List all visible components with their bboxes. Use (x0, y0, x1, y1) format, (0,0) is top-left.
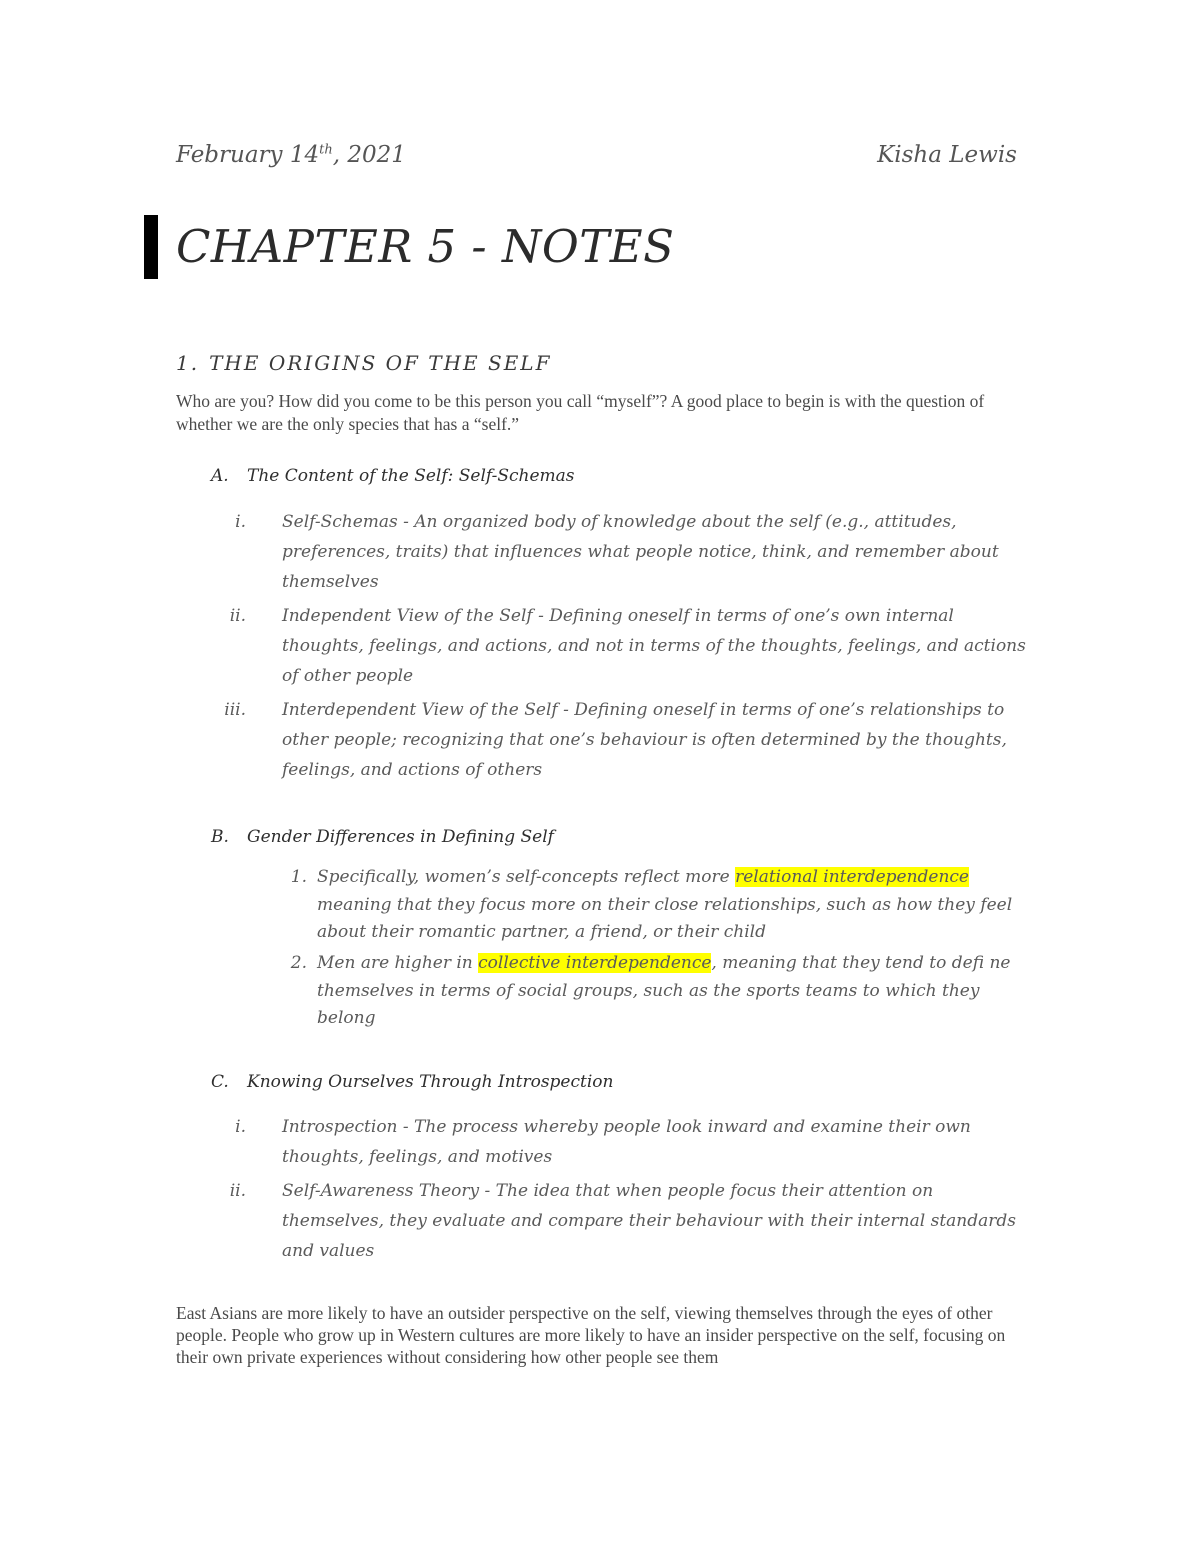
list-item: 1. Specifically, women’s self-concepts reflect more relational interdependence meaning that they focus more on their close relationships, such as how they feel about their romantic partner, a friend, or their child (290, 867, 1013, 942)
list-item: 2. Men are higher in collective interdependence, meaning that they tend to defi ne themselves in terms of social groups, such as the sports teams to which they belong (290, 953, 1011, 1028)
section-heading: 1. THE ORIGINS OF THE SELF (176, 351, 552, 375)
subsection-c-heading: C. Knowing Ourselves Through Introspection (211, 1072, 614, 1092)
section-intro: Who are you? How did you come to be this person you call “myself”? A good place to begin is with the question of whether we are the only species that has a “self.” (176, 391, 985, 434)
title-accent-bar (144, 215, 158, 279)
document-page: February 14th, 2021 Kisha Lewis CHAPTER 5 - NOTES 1. THE ORIGINS OF THE SELF Who are you? How did you come to be this person you call “myself”? A good place to begin is with the question of whether we are the only species that has a “self.” A. The Content of the Self: Self-Schemas i. Self-Schemas - An organized body of knowledge about the self (e.g., attitudes, preferences, traits) that influences what people notice, think, and remember about themselves ii. Independent View of the Self - Defining oneself in terms of one’s own internal thoughts, feelings, and actions, and not in terms of the thoughts, feelings, and actions of other people iii. Interdependent View of the Self - Defining oneself in terms of one’s relationships to other people; recognizing that one’s behaviour is often determined by the thoughts, feelings, and actions of others B. Gender Differences in Defining Self 1. Specifically, women’s self-concepts reflect more relational interdependence meaning that they focus more on their close relationships, such as how they feel about their romantic partner, a friend, or their child 2. Men are higher in collective interdependence, meaning that they tend to defi ne themselves in terms of social groups, such as the sports teams to which they belong C. Knowing Ourselves Through Introspection i. Introspection - The process whereby people look inward and examine their own thoughts, feelings, and motives ii. Self-Awareness Theory - The idea that when people focus their attention on themselves, they evaluate and compare their behaviour with their internal standards and values East Asians are more likely to have an outsider perspective on the self, viewing themselves through the eyes of other people. People who grow up in Western cultures are more likely to have an insider perspective on the self, focusing on their own private experiences without considering how other people see them (0, 0, 1200, 1553)
closing-paragraph: East Asians are more likely to have an outsider perspective on the self, viewing themselves through the eyes of other people. People who grow up in Western cultures are more likely to have an insider perspective on the self, focusing on their own private experiences without considering how other people see them (176, 1303, 1006, 1367)
subsection-a-heading: A. The Content of the Self: Self-Schemas (211, 466, 575, 486)
highlight-relational-interdependence: relational interdependence (735, 867, 969, 887)
subsection-b-heading: B. Gender Differences in Defining Self (211, 827, 554, 847)
page-title: CHAPTER 5 - NOTES (176, 220, 675, 273)
highlight-collective-interdependence: collective interdependence (478, 953, 712, 973)
header-date: February 14th, 2021 (176, 142, 406, 168)
header-author: Kisha Lewis (877, 142, 1017, 168)
